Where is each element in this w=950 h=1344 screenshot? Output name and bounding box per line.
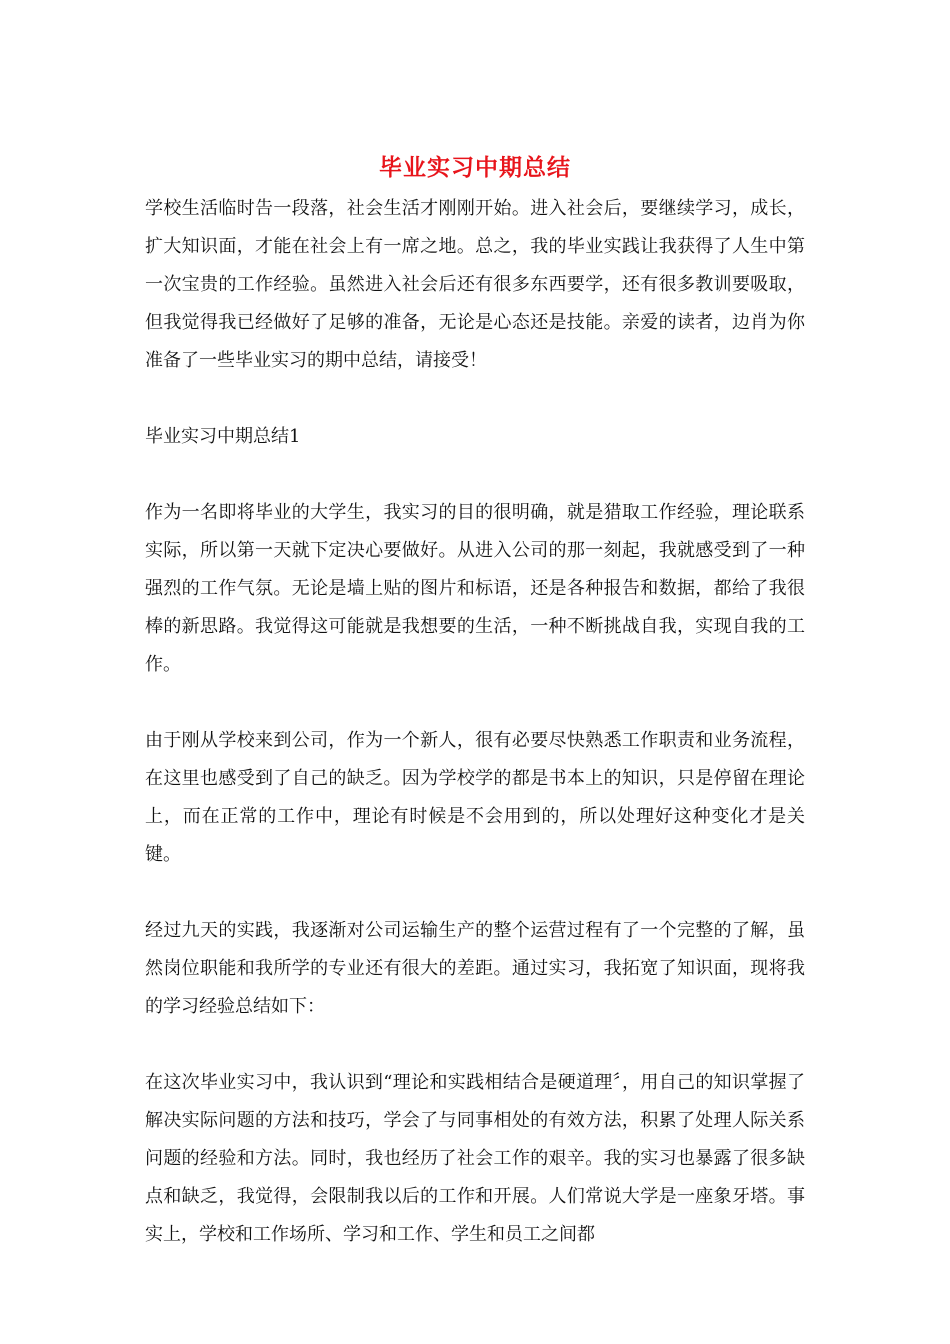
- body-paragraph: 经过九天的实践，我逐渐对公司运输生产的整个运营过程有了一个完整的了解，虽然岗位职能和我所学的专业还有很大的差距。通过实习，我拓宽了知识面，现将我的学习经验总结如下：: [145, 920, 805, 1017]
- body-paragraph: 由于刚从学校来到公司，作为一个新人，很有必要尽快熟悉工作职责和业务流程，在这里也感受到了自己的缺乏。因为学校学的都是书本上的知识，只是停留在理论上，而在正常的工作中，理论有时候是不会用到的，所以处理好这种变化才是关键。: [145, 730, 805, 865]
- document-title: 毕业实习中期总结: [379, 155, 571, 181]
- intro-paragraph: 学校生活临时告一段落，社会生活才刚刚开始。进入社会后，要继续学习，成长，扩大知识面，才能在社会上有一席之地。总之，我的毕业实践让我获得了人生中第一次宝贵的工作经验。虽然进入社会后还有很多东西要学，还有很多教训要吸取，但我觉得我已经做好了足够的准备，无论是心态还是技能。亲爱的读者，边肖为你准备了一些毕业实习的期中总结，请接受！: [145, 198, 805, 371]
- document-body: [145, 190, 805, 1254]
- body-paragraph: 作为一名即将毕业的大学生，我实习的目的很明确，就是猎取工作经验，理论联系实际，所以第一天就下定决心要做好。从进入公司的那一刻起，我就感受到了一种强烈的工作气氛。无论是墙上贴的图片和标语，还是各种报告和数据，都给了我很棒的新思路。我觉得这可能就是我想要的生活，一种不断挑战自我，实现自我的工作。: [145, 502, 805, 675]
- section-heading: 毕业实习中期总结1: [145, 426, 301, 447]
- body-paragraph: 在这次毕业实习中，我认识到“理论和实践相结合是硬道理〞，用自己的知识掌握了解决实际问题的方法和技巧，学会了与同事相处的有效方法，积累了处理人际关系问题的经验和方法。同时，我也经历了社会工作的艰辛。我的实习也暴露了很多缺点和缺乏，我觉得，会限制我以后的工作和开展。人们常说大学是一座象牙塔。事实上，学校和工作场所、学习和工作、学生和员工之间都: [145, 1072, 805, 1245]
